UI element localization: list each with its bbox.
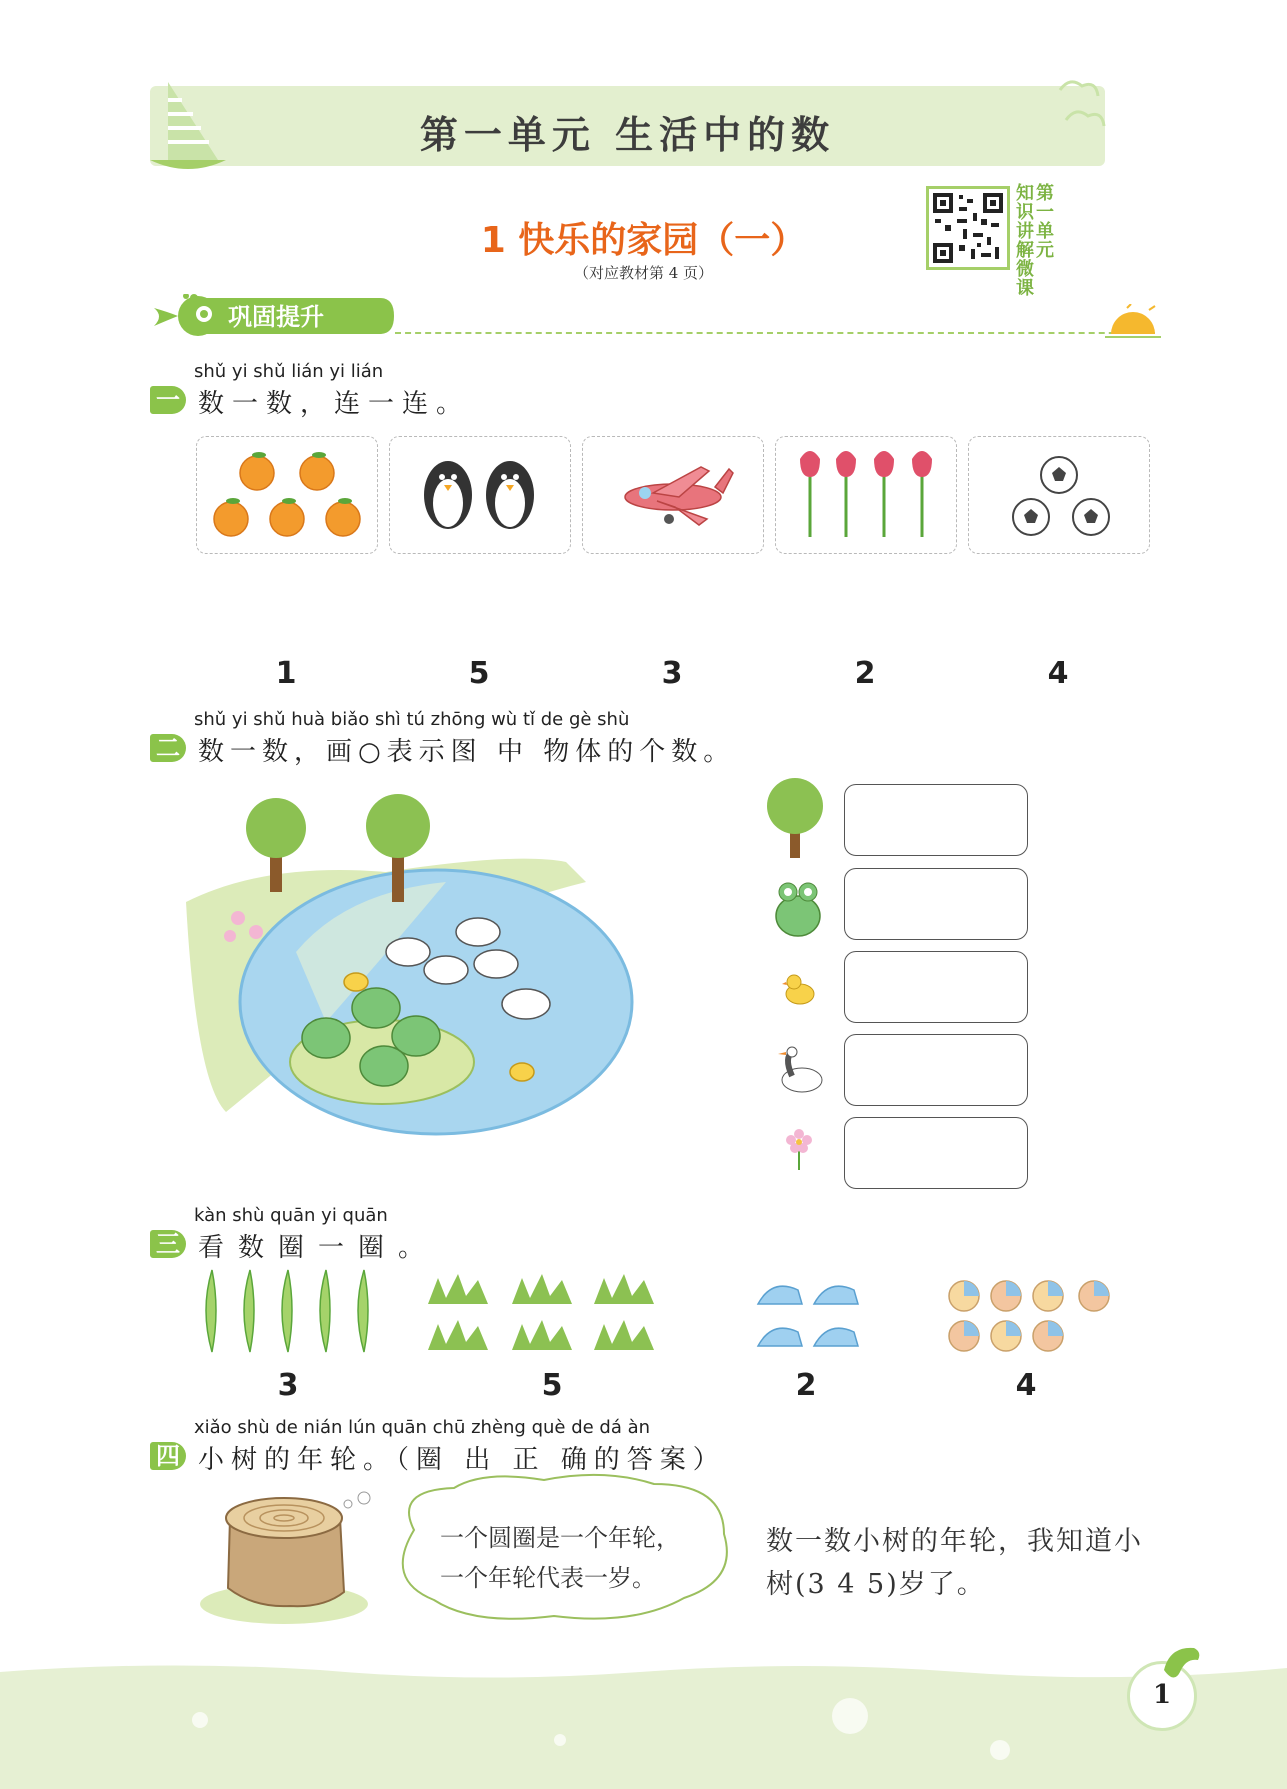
q4-answer-line-1: 数一数小树的年轮，我知道小 — [766, 1526, 1143, 1557]
pond-scene — [186, 782, 662, 1162]
q3-text: 看数圈一圈。 — [198, 1233, 439, 1263]
bubble-line-2: 一个年轮代表一岁。 — [440, 1564, 656, 1592]
q1-number-option[interactable]: 1 — [275, 656, 297, 691]
dolphin-icon — [1158, 1640, 1206, 1690]
picture-box-tulips[interactable] — [775, 436, 957, 554]
lesson-title: 1 快乐的家园（一） — [480, 220, 807, 261]
qr-side-label — [1016, 184, 1056, 298]
frog-answer-box[interactable] — [844, 868, 1028, 940]
grass-icon[interactable] — [424, 1270, 668, 1354]
page-number: 1 — [1127, 1661, 1197, 1731]
q1-number-option[interactable]: 3 — [661, 656, 683, 691]
q2-text: 数一数，画○表示图 中 物体的个数。 — [198, 737, 736, 767]
q2-number: 二 — [150, 734, 186, 762]
orange-icon — [197, 437, 377, 553]
frog-icon — [768, 876, 828, 942]
tulip-icon — [776, 437, 956, 553]
q1-text: 数一数，连一连。 — [198, 389, 471, 419]
footer-wave — [0, 1660, 1287, 1789]
cap-icon[interactable] — [752, 1276, 868, 1356]
airplane-icon — [583, 437, 763, 553]
tree-answer-box[interactable] — [844, 784, 1028, 856]
duckling-answer-box[interactable] — [844, 951, 1028, 1023]
qr-side-text-1: 知 识 讲 解 微 课 — [1016, 183, 1034, 299]
section-label: 巩固提升 — [228, 303, 324, 331]
q3-number-label: 3 — [277, 1368, 299, 1403]
tree-stump-icon — [194, 1488, 384, 1628]
beach-ball-icon[interactable] — [946, 1276, 1116, 1356]
q1-number-option[interactable]: 5 — [468, 656, 490, 691]
picture-box-penguins[interactable] — [389, 436, 571, 554]
section-divider — [395, 332, 1155, 334]
tree-icon — [760, 776, 830, 860]
q3-number: 三 — [150, 1230, 186, 1258]
goose-answer-box[interactable] — [844, 1034, 1028, 1106]
lesson-subtitle: （对应教材第 4 页） — [573, 264, 714, 282]
cloud-icon — [1050, 70, 1110, 140]
sunset-icon — [1105, 304, 1161, 344]
qr-code[interactable] — [926, 186, 1010, 270]
q1-pinyin: shǔ yi shǔ lián yi lián — [194, 361, 384, 382]
q2-pinyin: shǔ yi shǔ huà biǎo shì tú zhōng wù tǐ de gè shù — [194, 709, 630, 730]
bubble-line-1: 一个圆圈是一个年轮， — [440, 1524, 680, 1552]
q4-answer-line-2[interactable]: 树(3 4 5)岁了。 — [766, 1569, 986, 1600]
flower-icon — [782, 1128, 816, 1172]
q4-pinyin: xiǎo shù de nián lún quān chū zhèng què de dá àn — [194, 1417, 651, 1438]
unit-title: 第一单元 生活中的数 — [419, 113, 836, 157]
picture-box-soccer-balls[interactable] — [968, 436, 1150, 554]
picture-box-airplane[interactable] — [582, 436, 764, 554]
soccer-ball-icon — [969, 437, 1149, 553]
goose-icon — [774, 1046, 826, 1096]
flower-answer-box[interactable] — [844, 1117, 1028, 1189]
qr-code-icon — [933, 193, 1003, 263]
q1-number-option[interactable]: 4 — [1047, 656, 1069, 691]
bean-pod-icon[interactable] — [196, 1266, 376, 1356]
q3-pinyin: kàn shù quān yi quān — [194, 1205, 388, 1226]
duckling-icon — [782, 972, 816, 1006]
q1-number: 一 — [150, 386, 186, 414]
q1-number-option[interactable]: 2 — [854, 656, 876, 691]
penguin-icon — [390, 437, 570, 553]
q4-number: 四 — [150, 1442, 186, 1470]
q3-number-label: 5 — [541, 1368, 563, 1403]
picture-box-oranges[interactable] — [196, 436, 378, 554]
q3-number-label: 2 — [795, 1368, 817, 1403]
q3-number-label: 4 — [1015, 1368, 1037, 1403]
qr-side-text-2: 第 一 单 元 — [1036, 183, 1054, 261]
q4-text: 小树的年轮。（圈 出 正 确的答案） — [198, 1445, 726, 1475]
